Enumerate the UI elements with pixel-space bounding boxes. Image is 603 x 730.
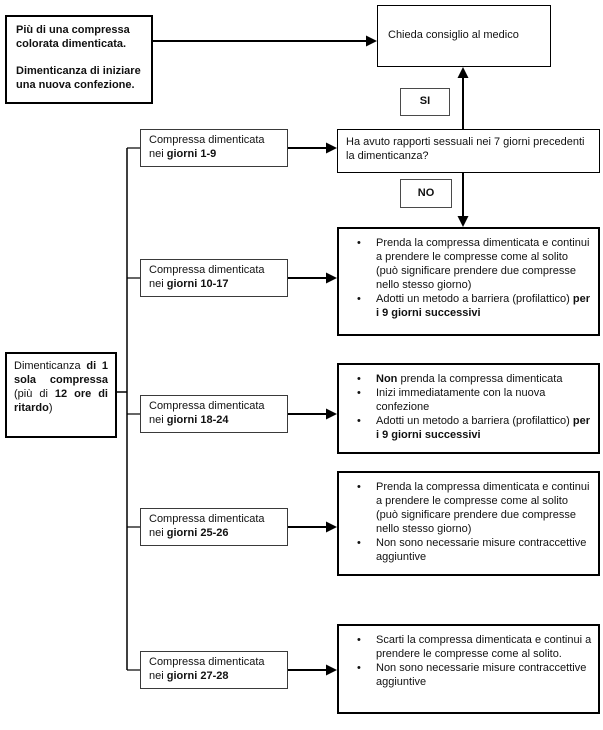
no-label-box (400, 179, 452, 208)
start-box-multiple-pills-forgotten (5, 15, 153, 104)
consult-doctor-box (377, 5, 551, 67)
bullet-text: Non sono necessarie misure contraccettive aggiuntive (376, 661, 587, 688)
bullet-text: Prenda la compressa dimenticata e continui a prendere le compresse come al solito (può significare prendere due compresse nello stesso giorno) (376, 237, 590, 291)
bullet-icon: • (357, 386, 361, 399)
branch-label: Compressa dimenticata nei giorni 27-28 (149, 656, 265, 682)
result-box-days-10-17 (337, 227, 600, 336)
result-box-days-27-28 (337, 624, 600, 714)
list-item (353, 293, 592, 321)
list-item (353, 373, 592, 387)
yes-label-box (400, 88, 450, 116)
bullet-icon: • (357, 634, 361, 646)
list-item (353, 237, 592, 293)
question-box-recent-intercourse (337, 129, 600, 173)
branch-box-days-18-24 (140, 395, 288, 433)
bullet-text: Scarti la compressa dimenticata e continui a prendere le compresse come al solito. (376, 634, 592, 660)
list-item (353, 415, 592, 443)
list-item (353, 481, 592, 537)
bullet-icon: • (357, 373, 361, 385)
bullet-text: Non sono necessarie misure contraccettive aggiuntive (376, 536, 587, 563)
result-box-days-18-24 (337, 363, 600, 454)
bullet-icon: • (357, 481, 361, 493)
start-box-line1: Più di una compressa colorata dimenticata. (16, 24, 130, 50)
no-label: NO (417, 186, 435, 199)
list-item (353, 662, 592, 690)
branch-label: Compressa dimenticata nei giorni 10-17 (149, 264, 265, 290)
branch-box-days-10-17 (140, 259, 288, 297)
bullet-icon: • (357, 292, 361, 305)
branch-label: Compressa dimenticata nei giorni 25-26 (149, 513, 265, 539)
branch-box-days-27-28 (140, 651, 288, 689)
bullet-text: Adotti un metodo a barriera (profilattico) per i 9 giorni successivi (376, 414, 590, 441)
bullet-text: Non prenda la compressa dimenticata (376, 373, 563, 385)
yes-label: SI (419, 95, 431, 108)
bullet-icon: • (357, 661, 361, 674)
branch-label: Compressa dimenticata nei giorni 1-9 (149, 134, 265, 160)
list-item (353, 634, 592, 662)
bullet-text: Adotti un metodo a barriera (profilattico) per i 9 giorni successivi (376, 292, 590, 319)
condition-text: Dimenticanza di 1 sola compressa (più di 12 ore di ritardo) (14, 360, 108, 414)
list-item (353, 537, 592, 565)
bullet-icon: • (357, 536, 361, 549)
consult-doctor-label: Chieda consiglio al medico (388, 29, 519, 42)
bullet-text: Inizi immediatamente con la nuova confezione (376, 386, 546, 413)
bullet-text: Prenda la compressa dimenticata e continui a prendere le compresse come al solito (può significare prendere due compresse nello stesso giorno) (376, 481, 590, 535)
branch-box-days-25-26 (140, 508, 288, 546)
bullet-icon: • (357, 414, 361, 427)
branch-box-days-1-9 (140, 129, 288, 167)
condition-box-one-pill-forgotten (5, 352, 117, 438)
list-item (353, 387, 592, 415)
result-box-days-25-26 (337, 471, 600, 576)
question-text: Ha avuto rapporti sessuali nei 7 giorni precedenti la dimenticanza? (346, 136, 585, 162)
branch-label: Compressa dimenticata nei giorni 18-24 (149, 400, 265, 426)
start-box-line2: Dimenticanza di iniziare una nuova confezione. (16, 64, 141, 91)
bullet-icon: • (357, 237, 361, 249)
